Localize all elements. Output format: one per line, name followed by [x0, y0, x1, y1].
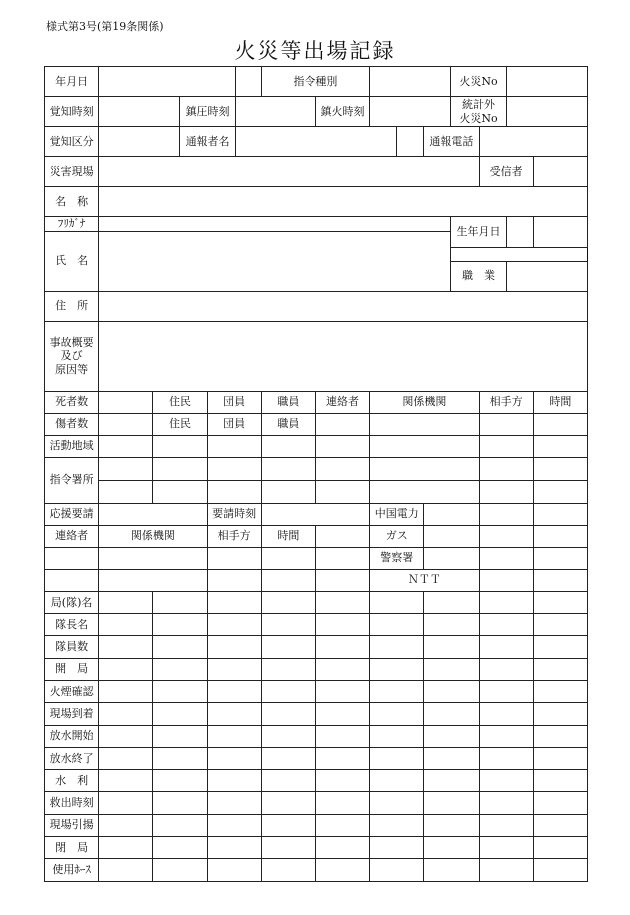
label-unit-row: 隊長名: [45, 614, 99, 636]
form-row: [45, 503, 588, 525]
deaths-value[interactable]: [99, 391, 153, 413]
accident-summary-value[interactable]: [99, 321, 588, 391]
label-unit-row: 開 局: [45, 658, 99, 680]
cell[interactable]: [370, 725, 424, 747]
birth-date-value-2[interactable]: [533, 217, 587, 248]
label-reporter-name: 通報者名: [180, 127, 235, 157]
cell[interactable]: [424, 503, 479, 525]
cell[interactable]: [533, 703, 587, 725]
form-row: [45, 837, 588, 859]
label-request-time: 要請時刻: [207, 503, 261, 525]
fire-dispatch-record-table: [44, 66, 588, 882]
cell[interactable]: [424, 837, 479, 859]
cell[interactable]: [99, 859, 153, 881]
order-type-value[interactable]: [370, 67, 451, 97]
cell[interactable]: [479, 435, 533, 457]
cell[interactable]: [207, 547, 261, 569]
cell[interactable]: [207, 457, 261, 480]
cell[interactable]: [153, 457, 207, 480]
form-row: [45, 680, 588, 702]
cell[interactable]: [479, 658, 533, 680]
cell[interactable]: [261, 859, 315, 881]
label-disaster-site: 災害現場: [45, 157, 99, 187]
cell[interactable]: [207, 658, 261, 680]
label-suppress-time: 鎮圧時刻: [180, 97, 235, 127]
cell[interactable]: [370, 413, 479, 435]
label-police: 警察署: [370, 547, 424, 569]
cell[interactable]: [479, 837, 533, 859]
cell[interactable]: [479, 547, 533, 569]
form-row: [45, 747, 588, 769]
cell[interactable]: [315, 547, 369, 569]
cell[interactable]: [207, 435, 261, 457]
cell[interactable]: [315, 658, 369, 680]
label-person-name: 氏 名: [45, 231, 99, 291]
label-date: 年月日: [45, 67, 99, 97]
label-unit-row: 隊員数: [45, 636, 99, 658]
cell[interactable]: [533, 792, 587, 814]
date-value[interactable]: [99, 67, 235, 97]
cell[interactable]: [533, 636, 587, 658]
label-support-time: 時間: [261, 525, 315, 547]
cell[interactable]: [370, 636, 424, 658]
name-title-value[interactable]: [99, 187, 588, 217]
cell[interactable]: [424, 703, 479, 725]
form-row: [45, 391, 588, 413]
cell[interactable]: [153, 636, 207, 658]
label-support-counterpart: 相手方: [207, 525, 261, 547]
cell[interactable]: [207, 636, 261, 658]
label-unit-row: 水 利: [45, 770, 99, 792]
cell[interactable]: [533, 547, 587, 569]
cell[interactable]: [99, 837, 153, 859]
label-unit-row: 火煙確認: [45, 680, 99, 702]
cell[interactable]: [261, 614, 315, 636]
label-unit-row: 救出時刻: [45, 792, 99, 814]
cell[interactable]: [315, 457, 369, 480]
cell[interactable]: [479, 457, 533, 480]
cell[interactable]: [207, 725, 261, 747]
cell[interactable]: [533, 658, 587, 680]
cell[interactable]: [533, 480, 587, 503]
cell[interactable]: [261, 814, 315, 836]
birth-date-value-1[interactable]: [506, 217, 533, 248]
cell[interactable]: [479, 770, 533, 792]
cell[interactable]: [533, 413, 587, 435]
cell[interactable]: [370, 770, 424, 792]
label-counterpart: 相手方: [479, 391, 533, 413]
cell[interactable]: [207, 703, 261, 725]
cell[interactable]: [153, 770, 207, 792]
cell[interactable]: [207, 591, 261, 613]
form-row: [45, 725, 588, 747]
form-row: [45, 547, 588, 569]
cell[interactable]: [261, 457, 315, 480]
label-stat-fire-no: 統計外 火災No: [451, 97, 506, 127]
label-receiver: 受信者: [479, 157, 533, 187]
cell[interactable]: [207, 859, 261, 881]
cell[interactable]: [261, 591, 315, 613]
form-row: [45, 792, 588, 814]
cell[interactable]: [99, 770, 153, 792]
cell[interactable]: [153, 814, 207, 836]
label-report-phone: 通報電話: [424, 127, 479, 157]
label-unit-row: 局(隊)名: [45, 591, 99, 613]
cell[interactable]: [533, 614, 587, 636]
form-row: [45, 217, 588, 232]
cell[interactable]: [533, 503, 587, 525]
form-row: [45, 814, 588, 836]
cell[interactable]: [315, 725, 369, 747]
form-row: [45, 457, 588, 480]
cell[interactable]: [315, 413, 369, 435]
cell[interactable]: [315, 614, 369, 636]
cell[interactable]: [370, 435, 479, 457]
cell[interactable]: [207, 569, 261, 591]
label-deaths-staff: 職員: [261, 391, 315, 413]
cell[interactable]: [479, 814, 533, 836]
cell[interactable]: [479, 614, 533, 636]
cell[interactable]: [370, 859, 424, 881]
label-occupation: 職 業: [451, 261, 506, 291]
aware-time-value[interactable]: [99, 97, 180, 127]
label-unit-row: 使用ﾎｰｽ: [45, 859, 99, 881]
cell[interactable]: [153, 792, 207, 814]
form-row: [45, 291, 588, 321]
cell[interactable]: [533, 837, 587, 859]
cell[interactable]: [315, 435, 369, 457]
cell[interactable]: [153, 747, 207, 769]
cell[interactable]: [370, 680, 424, 702]
cell[interactable]: [45, 547, 99, 569]
form-row: [45, 658, 588, 680]
label-aware-time: 覚知時刻: [45, 97, 99, 127]
label-unit-row: 放水開始: [45, 725, 99, 747]
cell[interactable]: [533, 725, 587, 747]
cell[interactable]: [99, 569, 207, 591]
cell[interactable]: [479, 591, 533, 613]
cell[interactable]: [99, 591, 153, 613]
cell[interactable]: [207, 837, 261, 859]
cell[interactable]: [479, 525, 533, 547]
fire-no-value[interactable]: [506, 67, 587, 97]
cell[interactable]: [153, 591, 207, 613]
form-row: [45, 525, 588, 547]
label-chugoku-power: 中国電力: [370, 503, 424, 525]
cell[interactable]: [99, 680, 153, 702]
cell[interactable]: [261, 747, 315, 769]
cell[interactable]: [370, 614, 424, 636]
cell[interactable]: [153, 725, 207, 747]
label-deaths-member: 団員: [207, 391, 261, 413]
support-request-value[interactable]: [99, 503, 207, 525]
furigana-value[interactable]: [99, 217, 451, 232]
cell[interactable]: [533, 569, 587, 591]
label-injured: 傷者数: [45, 413, 99, 435]
cell[interactable]: [261, 547, 315, 569]
cell[interactable]: [479, 725, 533, 747]
form-row: [45, 97, 588, 127]
order-office-value-2[interactable]: [99, 480, 153, 503]
cell[interactable]: [99, 547, 207, 569]
label-birth-date: 生年月日: [451, 217, 506, 248]
form-row: [45, 614, 588, 636]
cell[interactable]: [207, 614, 261, 636]
cell[interactable]: [99, 636, 153, 658]
cell[interactable]: [424, 859, 479, 881]
label-unit-row: 放水終了: [45, 747, 99, 769]
cell[interactable]: [315, 792, 369, 814]
cell[interactable]: [207, 770, 261, 792]
cell[interactable]: [99, 703, 153, 725]
label-unit-row: 閉 局: [45, 837, 99, 859]
label-name-title: 名 称: [45, 187, 99, 217]
cell[interactable]: [153, 480, 207, 503]
label-time: 時間: [533, 391, 587, 413]
cell[interactable]: [370, 837, 424, 859]
cell[interactable]: [261, 725, 315, 747]
cell[interactable]: [261, 480, 315, 503]
cell[interactable]: [99, 747, 153, 769]
cell[interactable]: [479, 413, 533, 435]
cell[interactable]: [207, 792, 261, 814]
label-injured-resident: 住民: [153, 413, 207, 435]
label-gas: ガス: [370, 525, 424, 547]
cell[interactable]: [424, 814, 479, 836]
receiver-value[interactable]: [533, 157, 587, 187]
label-order-type: 指令種別: [261, 67, 369, 97]
order-office-value-1[interactable]: [99, 457, 153, 480]
form-row: [45, 569, 588, 591]
cell[interactable]: [533, 591, 587, 613]
cell[interactable]: [370, 703, 424, 725]
page-title: 火災等出場記録: [234, 39, 396, 63]
cell[interactable]: [261, 636, 315, 658]
cell[interactable]: [533, 435, 587, 457]
cell[interactable]: [261, 658, 315, 680]
form-row: [45, 480, 588, 503]
aware-class-value[interactable]: [99, 127, 180, 157]
cell[interactable]: [424, 658, 479, 680]
disaster-site-value[interactable]: [99, 157, 479, 187]
label-activity-area: 活動地域: [45, 435, 99, 457]
cell[interactable]: [315, 591, 369, 613]
cell[interactable]: [315, 859, 369, 881]
form-row: [45, 187, 588, 217]
reporter-name-value[interactable]: [235, 127, 397, 157]
cell[interactable]: [99, 792, 153, 814]
cell[interactable]: [424, 725, 479, 747]
label-fire-no: 火災No: [451, 67, 506, 97]
form-row: [45, 859, 588, 881]
request-time-value[interactable]: [261, 503, 369, 525]
form-row: [45, 636, 588, 658]
cell[interactable]: [533, 859, 587, 881]
cell[interactable]: [45, 569, 99, 591]
label-accident-summary: 事故概要 及び 原因等: [45, 321, 99, 391]
cell[interactable]: [315, 703, 369, 725]
cell[interactable]: [370, 747, 424, 769]
label-furigana: ﾌﾘｶﾞﾅ: [45, 217, 99, 232]
label-extinguish-time: 鎮火時刻: [315, 97, 369, 127]
cell[interactable]: [424, 770, 479, 792]
cell[interactable]: [153, 435, 207, 457]
cell[interactable]: [315, 569, 369, 591]
cell[interactable]: [207, 480, 261, 503]
cell[interactable]: [479, 636, 533, 658]
cell[interactable]: [261, 680, 315, 702]
cell[interactable]: [533, 680, 587, 702]
form-row: [45, 157, 588, 187]
cell[interactable]: [424, 680, 479, 702]
cell[interactable]: [533, 747, 587, 769]
cell[interactable]: [153, 658, 207, 680]
label-support-request: 応援要請: [45, 503, 99, 525]
cell[interactable]: [370, 480, 479, 503]
cell[interactable]: [370, 658, 424, 680]
label-injured-staff: 職員: [261, 413, 315, 435]
cell[interactable]: [479, 680, 533, 702]
cell[interactable]: [315, 770, 369, 792]
cell[interactable]: [479, 480, 533, 503]
cell[interactable]: [207, 814, 261, 836]
cell[interactable]: [424, 636, 479, 658]
cell[interactable]: [315, 680, 369, 702]
cell[interactable]: [424, 525, 479, 547]
label-ntt: ＮＴＴ: [370, 569, 479, 591]
cell[interactable]: [479, 747, 533, 769]
cell[interactable]: [424, 591, 479, 613]
cell[interactable]: [533, 525, 587, 547]
person-name-value[interactable]: [99, 231, 451, 291]
cell[interactable]: [153, 859, 207, 881]
cell[interactable]: [533, 457, 587, 480]
cell[interactable]: [207, 680, 261, 702]
cell[interactable]: [153, 703, 207, 725]
suppress-time-value[interactable]: [235, 97, 315, 127]
cell[interactable]: [153, 680, 207, 702]
cell[interactable]: [424, 547, 479, 569]
cell[interactable]: [261, 435, 315, 457]
cell[interactable]: [261, 770, 315, 792]
cell[interactable]: [99, 614, 153, 636]
cell[interactable]: [207, 747, 261, 769]
form-row: [45, 413, 588, 435]
cell[interactable]: [479, 503, 533, 525]
form-row: [45, 703, 588, 725]
address-value[interactable]: [99, 291, 588, 321]
form-number: 様式第3号(第19条関係): [46, 20, 164, 33]
form-row: [45, 591, 588, 613]
cell[interactable]: [99, 658, 153, 680]
form-row: [45, 435, 588, 457]
cell[interactable]: [479, 859, 533, 881]
label-support-related-org: 関係機関: [99, 525, 207, 547]
label-related-org: 関係機関: [370, 391, 479, 413]
cell[interactable]: [315, 837, 369, 859]
form-row: [45, 321, 588, 391]
blank[interactable]: [397, 127, 424, 157]
report-phone-value[interactable]: [479, 127, 587, 157]
cell[interactable]: [533, 770, 587, 792]
blank[interactable]: [235, 67, 261, 97]
cell[interactable]: [424, 614, 479, 636]
cell[interactable]: [479, 792, 533, 814]
form-row: [45, 770, 588, 792]
label-unit-row: 現場到着: [45, 703, 99, 725]
cell[interactable]: [370, 591, 424, 613]
label-injured-member: 団員: [207, 413, 261, 435]
label-deaths: 死者数: [45, 391, 99, 413]
label-liaison: 連絡者: [315, 391, 369, 413]
form-row: [45, 127, 588, 157]
stat-fire-no-value[interactable]: [506, 97, 587, 127]
cell[interactable]: [153, 614, 207, 636]
cell[interactable]: [261, 837, 315, 859]
injured-value[interactable]: [99, 413, 153, 435]
cell[interactable]: [479, 703, 533, 725]
occupation-value[interactable]: [506, 261, 587, 291]
cell[interactable]: [479, 569, 533, 591]
cell[interactable]: [315, 480, 369, 503]
label-order-office: 指令署所: [45, 457, 99, 503]
cell[interactable]: [315, 525, 369, 547]
cell[interactable]: [261, 569, 315, 591]
cell[interactable]: [153, 837, 207, 859]
label-support-liaison: 連絡者: [45, 525, 99, 547]
cell[interactable]: [261, 703, 315, 725]
cell[interactable]: [370, 457, 479, 480]
cell[interactable]: [370, 814, 424, 836]
cell[interactable]: [315, 747, 369, 769]
cell[interactable]: [424, 747, 479, 769]
label-aware-class: 覚知区分: [45, 127, 99, 157]
cell[interactable]: [315, 636, 369, 658]
label-unit-row: 現場引揚: [45, 814, 99, 836]
activity-area-value[interactable]: [99, 435, 153, 457]
cell[interactable]: [315, 814, 369, 836]
cell[interactable]: [533, 814, 587, 836]
cell[interactable]: [370, 792, 424, 814]
cell[interactable]: [99, 814, 153, 836]
label-deaths-resident: 住民: [153, 391, 207, 413]
extinguish-time-value[interactable]: [370, 97, 451, 127]
cell[interactable]: [424, 792, 479, 814]
label-address: 住 所: [45, 291, 99, 321]
cell[interactable]: [261, 792, 315, 814]
cell[interactable]: [99, 725, 153, 747]
form-row: [45, 67, 588, 97]
